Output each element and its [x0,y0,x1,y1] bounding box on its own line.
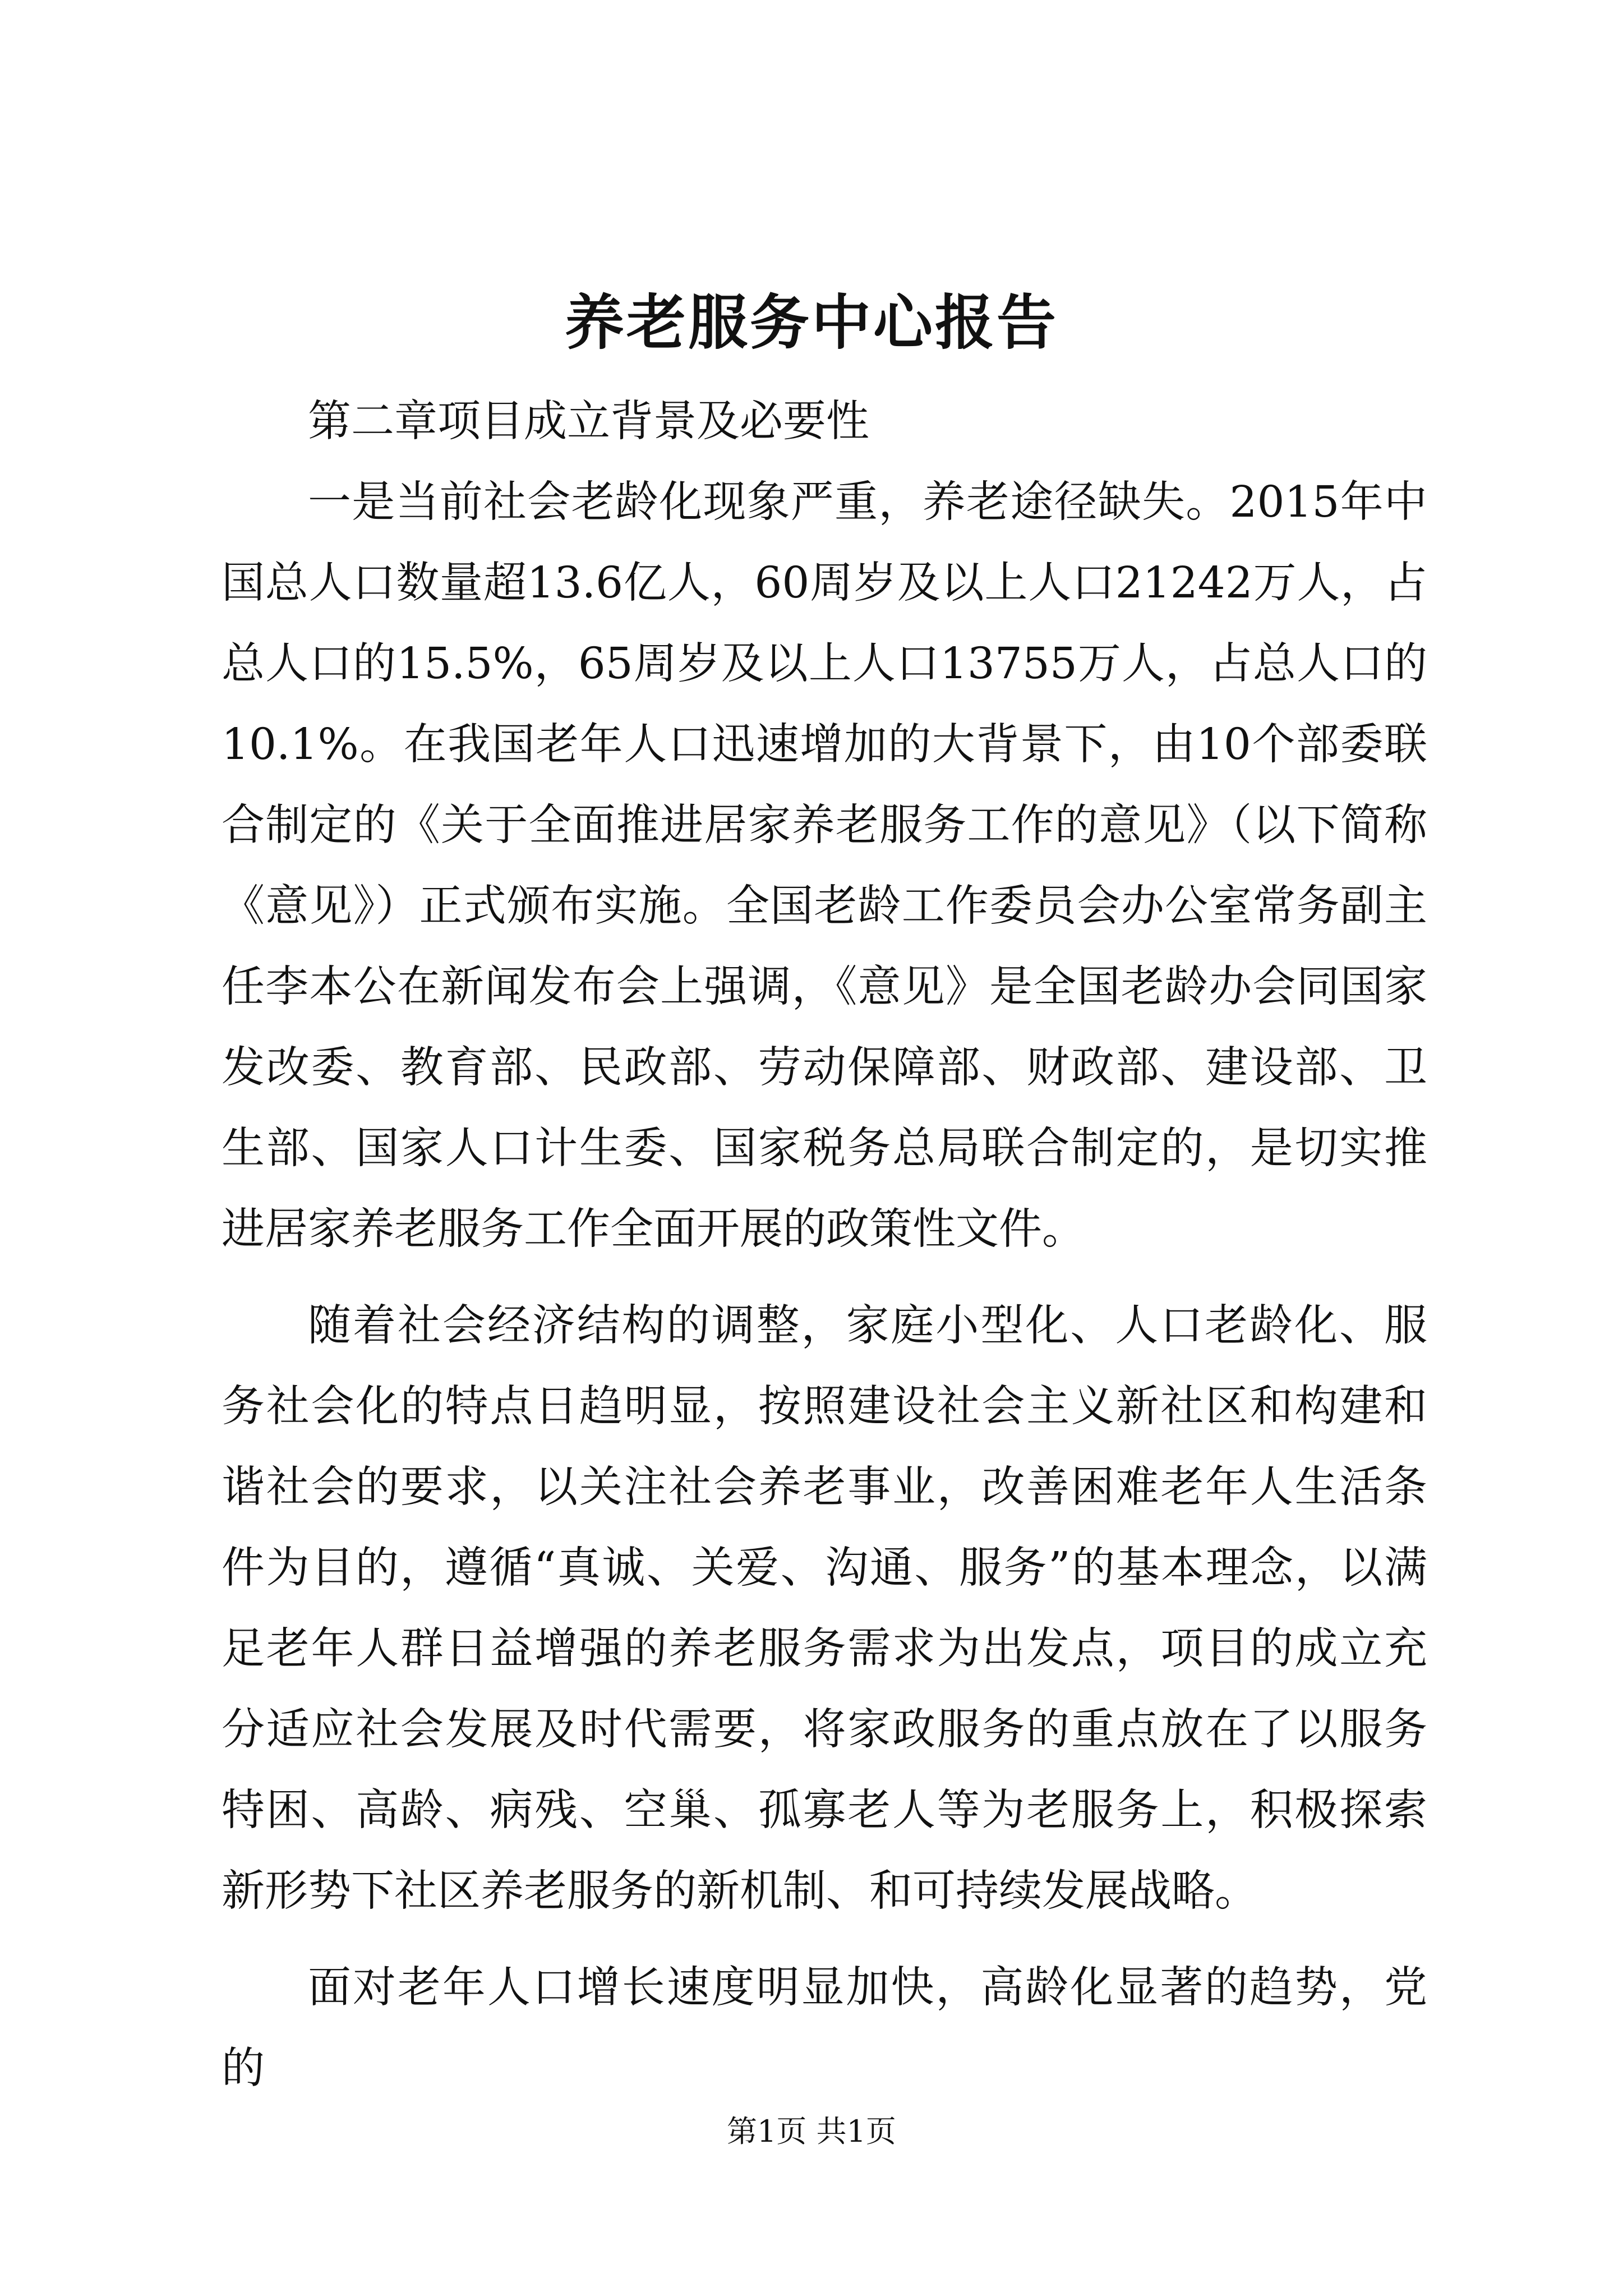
paragraph-aging-background: 一是当前社会老龄化现象严重，养老途径缺失。2015年中国总人口数量超13.6亿人，60周岁及以上人口21242万人，占总人口的15.5%，65周岁及以上人口13755万人，占总人口的10.1%。在我国老年人口迅速增加的大背景下，由10个部委联合制定的《关于全面推进居家养老服务工作的意见》（以下简称《意见》）正式颁布实施。全国老龄工作委员会办公室常务副主任李本公在新闻发布会上强调，《意见》是全国老龄办会同国家发改委、教育部、民政部、劳动保障部、财政部、建设部、卫生部、国家人口计生委、国家税务总局联合制定的，是切实推进居家养老服务工作全面开展的政策性文件。 [222,477,1427,1254]
section-heading: 第二章项目成立背景及必要性 [308,397,869,447]
paragraph-social-change: 随着社会经济结构的调整，家庭小型化、人口老龄化、服务社会化的特点日趋明显，按照建设社会主义新社区和构建和谐社会的要求，以关注社会养老事业，改善困难老年人生活条件为目的，遵循“真诚、关爱、沟通、服务”的基本理念，以满足老年人群日益增强的养老服务需求为出发点，项目的成立充分适应社会发展及时代需要，将家政服务的重点放在了以服务特困、高龄、病残、空巢、孤寡老人等为老服务上，积极探索新形势下社区养老服务的新机制、和可持续发展战略。 [222,1301,1427,1916]
document-title: 养老服务中心报告 [565,287,1058,357]
page-footer: 第1页 共1页 [727,2114,896,2149]
paragraph-growth-trend: 面对老年人口增长速度明显加快，高龄化显著的趋势，党的 [222,1963,1427,2093]
document-body [222,381,1427,2109]
